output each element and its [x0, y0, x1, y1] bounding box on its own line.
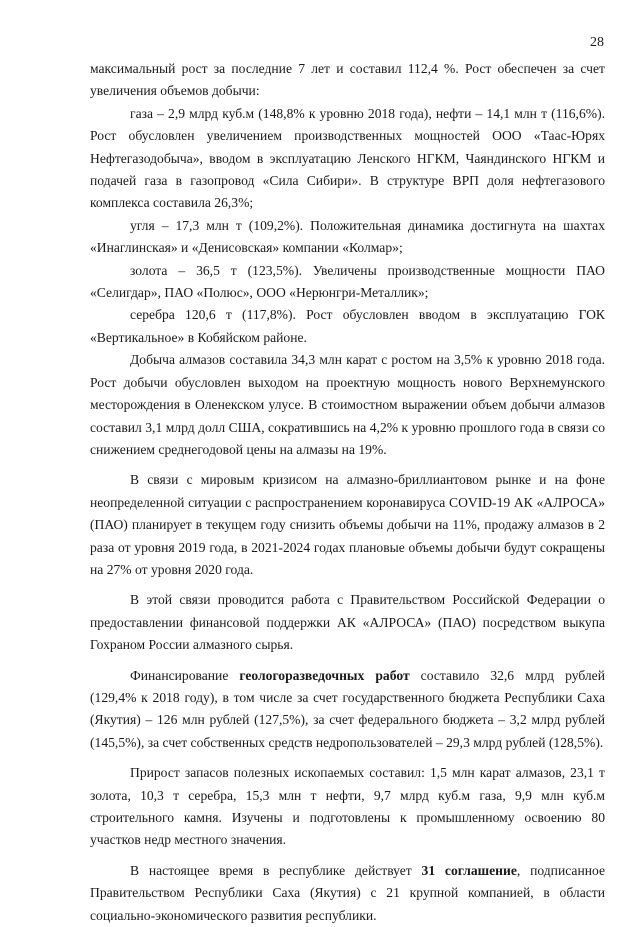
paragraph-agreements: [90, 860, 605, 927]
paragraph-gold: золота – 36,5 т (123,5%). Увеличены производственные мощности ПАО «Селигдар», ПАО «Полюс», ООО «Нерюнгри-Металлик»;: [90, 262, 605, 301]
exploration-financing-end: составило 32,6 млрд рублей (129,4% к 2018 году), в том числе за счет государственного бюджета Республики Саха (Якутия) – 126 млн рублей (127,5%), за счет федерального бюджета – 3,2 млрд рублей (145,5%), за счет собственных средств недропользователей – 29,3 млрд рублей (128,5%).: [90, 667, 605, 750]
paragraph-gas-oil: газа – 2,9 млрд куб.м (148,8% к уровню 2018 года), нефти – 14,1 млн т (116,6%). Рост обусловлен увеличением производственных мощностей ООО «Таас-Юрях Нефтегазодобыча», вводом в эксплуатацию Ленского НГКМ, Чаяндинского НГКМ и подачей газа в газопровод «Сила Сибири». В структуре ВРП доля нефтегазового комплекса составила 26,3%;: [90, 105, 605, 211]
paragraph-growth-intro: максимальный рост за последние 7 лет и составил 112,4 %. Рост обеспечен за счет увеличения объемов добычи:: [90, 61, 605, 99]
exploration-financing-start: Финансирование: [130, 667, 240, 683]
document-body: [90, 58, 605, 927]
paragraph-silver: серебра 120,6 т (117,8%). Рост обусловлен вводом в эксплуатацию ГОК «Вертикальное» в Кобяйском районе.: [90, 307, 605, 345]
paragraph-government-support: В этой связи проводится работа с Правительством Российской Федерации о предоставлении финансовой поддержки АК «АЛРОСА» (ПАО) посредством выкупа Гохраном России алмазного сырья.: [90, 592, 605, 653]
paragraph-exploration-financing: [90, 665, 605, 755]
agreements-count-emphasis: 31 соглашение: [421, 862, 517, 878]
page-number: 28: [590, 35, 604, 50]
exploration-works-emphasis: геологоразведочных работ: [239, 667, 410, 683]
paragraph-reserves-growth: Прирост запасов полезных ископаемых составил: 1,5 млн карат алмазов, 23,1 т золота, 10,3 т серебра, 15,3 млн т нефти, 9,7 млрд куб.м газа, 9,9 млн куб.м строительного камня. Изучены и подготовлены к промышленному освоению 80 участков недр местного значения.: [90, 765, 605, 848]
paragraph-diamonds: Добыча алмазов составила 34,3 млн карат с ростом на 3,5% к уровню 2018 года. Рост добычи обусловлен выходом на проектную мощность нового Верхнемунского месторождения в Оленекском улусе. В стоимостном выражении объем добычи алмазов составил 3,1 млрд долл США, сократившись на 4,2% к уровню прошлого года в связи со снижением среднегодовой цены на алмазы на 19%.: [90, 352, 605, 457]
paragraph-crisis: В связи с мировым кризисом на алмазно-бриллиантовом рынке и на фоне неопределенной ситуации с распространением коронавируса COVID-19 АК «АЛРОСА» (ПАО) планирует в текущем году снизить объемы добычи на 11%, продажу алмазов в 2 раза от уровня 2019 года, в 2021-2024 годах плановые объемы добычи будут сокращены на 27% от уровня 2020 года.: [90, 472, 605, 577]
agreements-start: В настоящее время в республике действует: [130, 862, 422, 878]
paragraph-coal: угля – 17,3 млн т (109,2%). Положительная динамика достигнута на шахтах «Инаглинская» и «Денисовская» компании «Колмар»;: [90, 217, 605, 256]
agreements-end: , подписанное Правительством Республики Саха (Якутия) с 21 крупной компанией, в области социально-экономического развития республики.: [90, 862, 606, 923]
